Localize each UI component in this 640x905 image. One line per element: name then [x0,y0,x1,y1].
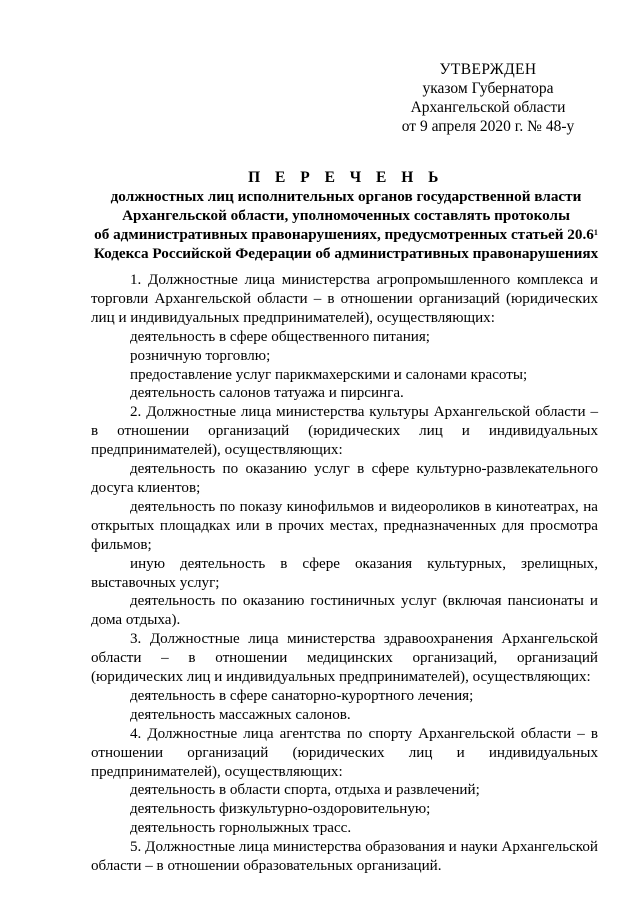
paragraph-item-1: 1. Должностные лица министерства агропромышленного комплекса и торговли Архангельской области – в отношении организаций (юридических лиц и индивидуальных предпринимателей), осуществляющих: [91,272,598,326]
paragraph-subitem: деятельность массажных салонов. [130,706,351,723]
title-line-1: должностных лиц исполнительных органов государственной власти [110,188,582,205]
paragraph-subitem: деятельность в сфере санаторно-курортного лечения; [130,687,474,704]
approval-region: Архангельской области [410,99,566,116]
paragraph-subitem: деятельность в области спорта, отдыха и развлечений; [130,782,480,799]
title-line-4: Кодекса Российской Федерации об административных правонарушениях [93,245,599,262]
paragraph-subitem: деятельность физкультурно-оздоровительную; [130,801,431,818]
document-title [80,168,612,263]
paragraph-subitem: розничную торговлю; [130,347,271,364]
paragraph-subitem: деятельность горнолыжных трасс. [130,820,352,837]
paragraph-item-4: 4. Должностные лица агентства по спорту Архангельской области – в отношении организаций (юридических лиц и индивидуальных предпринимателей), осуществляющих: [91,725,598,780]
paragraph-subitem: деятельность в сфере общественного питания; [130,328,430,345]
paragraph-subitem: иную деятельность в сфере оказания культурных, зрелищных, выставочных услуг; [91,555,598,591]
approval-authority: указом Губернатора [422,80,554,97]
title-heading: П Е Р Е Ч Е Н Ь [248,169,444,186]
title-line-2: Архангельской области, уполномоченных составлять протоколы [122,207,570,224]
approval-stamp [388,60,588,136]
paragraph-subitem: деятельность по оказанию гостиничных услуг (включая пансионаты и дома отдыха). [91,593,598,629]
title-line-3 [80,225,612,244]
approval-date-number: от 9 апреля 2020 г. № 48-у [401,118,575,135]
paragraph-item-3: 3. Должностные лица министерства здравоохранения Архангельской области – в отношении медицинских организаций, организаций (юридических лиц и индивидуальных предпринимателей), осуществляющих: [91,631,598,686]
paragraph-subitem: деятельность салонов татуажа и пирсинга. [130,385,404,402]
paragraph-subitem: деятельность по показу кинофильмов и видеороликов в кинотеатрах, на открытых площадках или в прочих местах, предназначенных для просмотра фильмов; [91,498,598,553]
paragraph-subitem: деятельность по оказанию услуг в сфере культурно-развлекательного досуга клиентов; [91,461,598,496]
article-superscript: 1 [593,228,598,237]
paragraph-item-5: 5. Должностные лица министерства образования и науки Архангельской области – в отношении образовательных организаций. [91,839,598,875]
paragraph-item-2: 2. Должностные лица министерства культуры Архангельской области – в отношении организаций (юридических лиц и индивидуальных предпринимателей), осуществляющих: [91,404,598,459]
title-line-3-text: об административных правонарушениях, предусмотренных статьей 20.6 [94,226,594,243]
approval-heading: УТВЕРЖДЕН [439,61,537,78]
document-body [91,271,598,876]
paragraph-subitem: предоставление услуг парикмахерскими и салонами красоты; [130,366,528,383]
